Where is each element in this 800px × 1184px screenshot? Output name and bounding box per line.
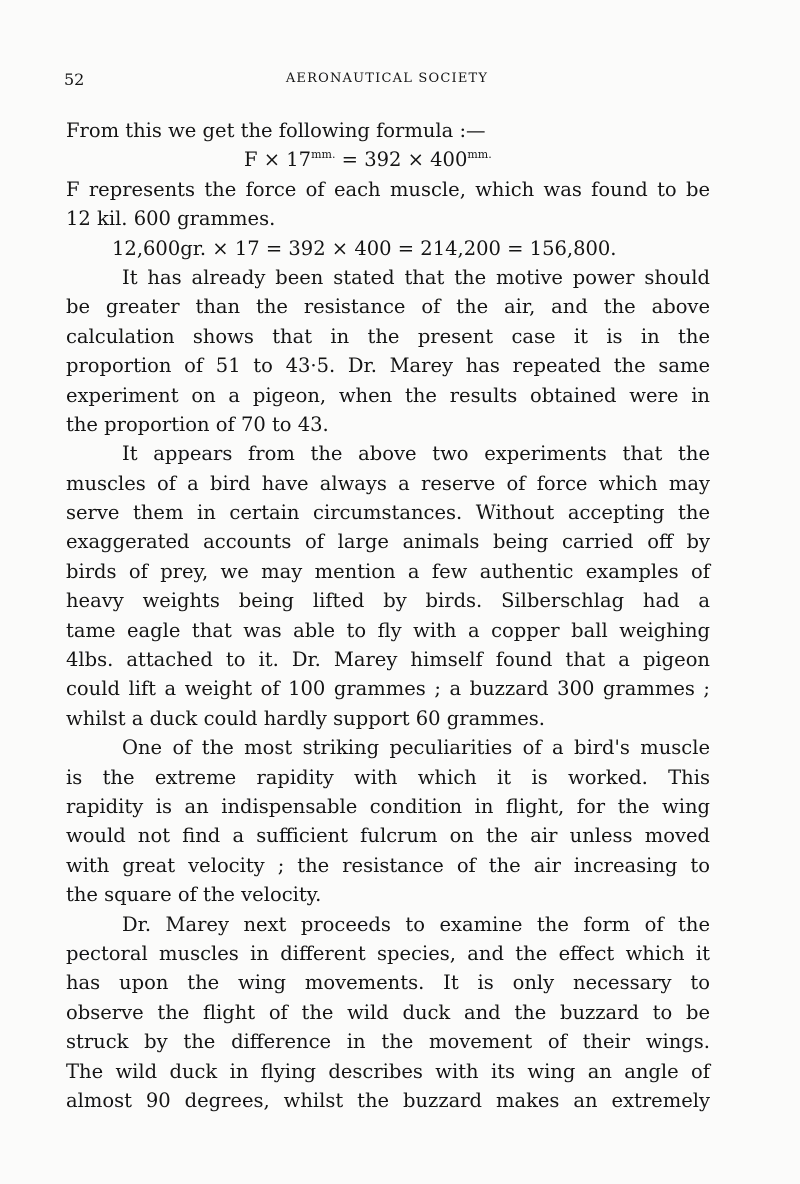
paragraph-line: pectoral muscles in different species, and the effect which it bbox=[66, 941, 710, 965]
paragraph-line: rapidity is an indispensable condition in flight, for the wing bbox=[66, 794, 710, 818]
paragraph-line: birds of prey, we may mention a few authentic examples of bbox=[66, 559, 710, 583]
paragraph-line: calculation shows that in the present case it is in the bbox=[66, 324, 710, 348]
page-number: 52 bbox=[64, 70, 85, 89]
formula-force bbox=[66, 145, 710, 174]
paragraph-line: proportion of 51 to 43·5. Dr. Marey has repeated the same bbox=[66, 354, 710, 378]
formula-lhs-unit: mm. bbox=[311, 148, 336, 162]
paragraph-line: the proportion of 70 to 43. bbox=[66, 412, 329, 436]
intro-line: From this we get the following formula :— bbox=[66, 119, 486, 142]
paragraph-line: be greater than the resistance of the air, and the above bbox=[66, 295, 710, 319]
paragraph-line: heavy weights being lifted by birds. Silberschlag had a bbox=[66, 589, 710, 613]
paragraph-line: serve them in certain circumstances. Without accepting the bbox=[66, 501, 710, 525]
paragraph-line: One of the most striking peculiarities of a bird's muscle bbox=[122, 736, 710, 760]
paragraph-line: with great velocity ; the resistance of the air increasing to bbox=[66, 853, 710, 877]
paragraph-line: has upon the wing movements. It is only necessary to bbox=[66, 971, 710, 995]
formula-rhs: = 392 × 400 bbox=[335, 148, 468, 172]
paragraph-line: It appears from the above two experiments that the bbox=[122, 442, 710, 466]
paragraph-line: It has already been stated that the motive power should bbox=[122, 265, 710, 289]
formula-rhs-unit: mm. bbox=[467, 148, 492, 162]
paragraph-line: could lift a weight of 100 grammes ; a buzzard 300 grammes ; bbox=[66, 677, 710, 701]
body-text bbox=[66, 116, 710, 1115]
paragraph-line: exaggerated accounts of large animals being carried off by bbox=[66, 530, 710, 554]
paragraph-line: almost 90 degrees, whilst the buzzard makes an extremely bbox=[66, 1088, 710, 1112]
paragraph-line: The wild duck in flying describes with its wing an angle of bbox=[66, 1059, 710, 1083]
paragraph-line: observe the flight of the wild duck and the buzzard to be bbox=[66, 1000, 710, 1024]
definition-line: F represents the force of each muscle, which was found to be bbox=[66, 177, 710, 201]
paragraph-line: muscles of a bird have always a reserve of force which may bbox=[66, 471, 710, 495]
paragraph-line: Dr. Marey next proceeds to examine the form of the bbox=[122, 912, 710, 936]
definition-line: 12 kil. 600 grammes. bbox=[66, 207, 276, 231]
formula-lhs: F × 17 bbox=[244, 148, 312, 172]
paragraph-line: would not find a sufficient fulcrum on the air unless moved bbox=[66, 824, 710, 848]
paragraph-line: is the extreme rapidity with which it is worked. This bbox=[66, 765, 710, 789]
paragraph-line: struck by the difference in the movement of their wings. bbox=[66, 1030, 710, 1054]
paragraph-line: tame eagle that was able to fly with a copper ball weighing bbox=[66, 618, 710, 642]
formula-calculation: 12,600gr. × 17 = 392 × 400 = 214,200 = 156,800. bbox=[112, 236, 617, 260]
running-title: AERONAUTICAL SOCIETY bbox=[285, 71, 489, 86]
page-header bbox=[64, 70, 710, 94]
paragraph-line: experiment on a pigeon, when the results obtained were in bbox=[66, 383, 710, 407]
paragraph-line: the square of the velocity. bbox=[66, 883, 322, 907]
paragraph-line: 4lbs. attached to it. Dr. Marey himself found that a pigeon bbox=[66, 648, 710, 672]
paragraph-line: whilst a duck could hardly support 60 grammes. bbox=[66, 706, 545, 730]
